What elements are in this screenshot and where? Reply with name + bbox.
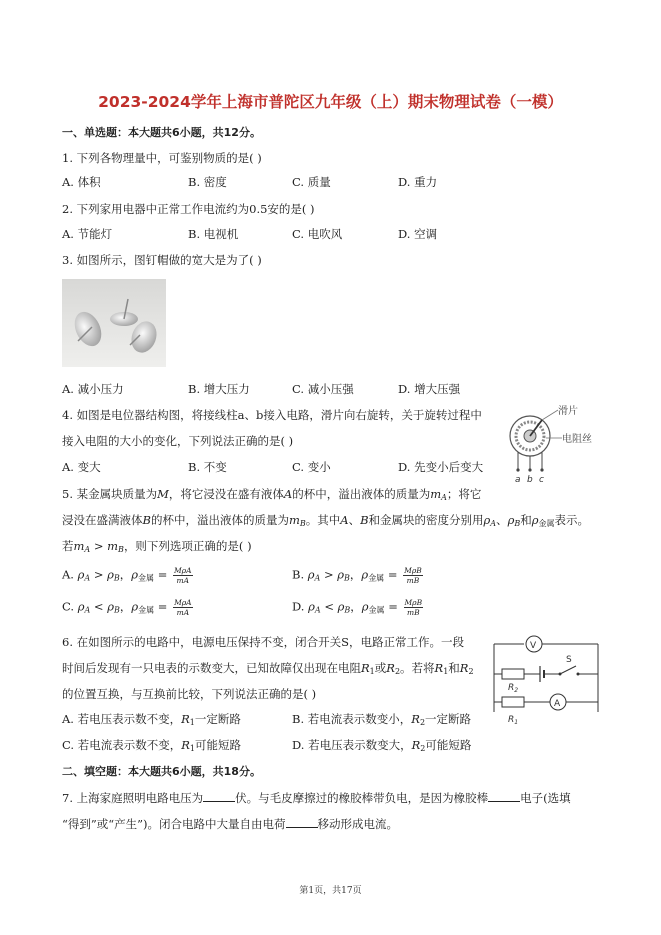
terminal-c-label: c <box>539 475 544 485</box>
q5-option-c: C. $\rho_A < \rho_B$，$\rho_{金属}$ = $\frac{\text{MρA}}{mA}$ <box>62 598 192 617</box>
paper-title: 2023-2024学年上海市普陀区九年级（上）期末物理试卷（一模） <box>98 93 563 111</box>
blank-3[interactable] <box>286 817 318 828</box>
question-7-line-2: “得到”或“产生”)。闭合电路中大量自由电荷 移动形成电流。 <box>62 817 399 831</box>
q6-option-a: A. 若电压表示数不变，$R_1$一定断路 <box>62 712 241 727</box>
r1-label: $R_1$ <box>508 715 519 726</box>
question-7-line-1: 7. 上海家庭照明电路电压为 伏。与毛皮摩擦过的橡胶棒带负电，是因为橡胶棒 电子(选填 <box>62 791 571 805</box>
q6-option-b: B. 若电流表示数变小，$R_2$一定断路 <box>292 712 472 727</box>
question-5-line-3: 若$m_A > m_B$，则下列选项正确的是( ) <box>62 539 252 554</box>
q2-option-c: C. 电吹风 <box>292 227 343 241</box>
question-1-stem: 1. 下列各物理量中，可鉴别物质的是( ) <box>62 151 262 165</box>
q2-option-d: D. 空调 <box>398 227 438 241</box>
r2-label: $R_2$ <box>508 683 519 694</box>
question-4-line-1: 4. 如图是电位器结构图，将接线柱a、b接入电路，滑片向右旋转，关于旋转过程中 <box>62 408 482 422</box>
q5-option-a: A. $\rho_A > \rho_B$，$\rho_{金属}$ = $\frac{\text{MρA}}{mA}$ <box>62 566 192 585</box>
question-3-stem: 3. 如图所示，图钉帽做的宽大是为了( ) <box>62 253 262 267</box>
q2-option-a: A. 节能灯 <box>62 227 113 241</box>
circuit-diagram <box>488 630 608 732</box>
thumbtack-photo <box>62 279 166 367</box>
q5-option-d: D. $\rho_A < \rho_B$，$\rho_{金属}$ = $\frac{\text{MρB}}{mB}$ <box>292 598 423 617</box>
terminal-a-label: a <box>515 475 521 485</box>
q3-option-b: B. 增大压力 <box>188 382 250 396</box>
q1-option-d: D. 重力 <box>398 175 438 189</box>
q6-option-c: C. 若电流表示数不变，$R_1$可能短路 <box>62 738 241 753</box>
q4-option-b: B. 不变 <box>188 460 227 474</box>
q3-option-d: D. 增大压强 <box>398 382 461 396</box>
q1-option-c: C. 质量 <box>292 175 331 189</box>
q3-option-a: A. 减小压力 <box>62 382 124 396</box>
label-resistance-wire: 电阻丝 <box>562 434 592 445</box>
switch-label: S <box>566 655 572 665</box>
question-6-line-2: 时间后发现有一只电表的示数变大，已知故障仅出现在电阻$R_1$或$R_2$。若将$R_1$和$R_2$ <box>62 661 474 676</box>
ammeter-label: A <box>554 699 561 709</box>
q2-option-b: B. 电视机 <box>188 227 239 241</box>
potentiometer-diagram <box>500 400 610 486</box>
q6-option-d: D. 若电压表示数变大，$R_2$可能短路 <box>292 738 472 753</box>
q5-option-b: B. $\rho_A > \rho_B$，$\rho_{金属}$ = $\frac{\text{MρB}}{mB}$ <box>292 566 422 585</box>
q4-option-d: D. 先变小后变大 <box>398 460 484 474</box>
blank-2[interactable] <box>488 791 520 802</box>
section-2-heading: 二、填空题：本大题共6小题，共18分。 <box>62 765 261 778</box>
question-5-line-2: 浸没在盛满液体B的杯中，溢出液体的质量为$m_B$。其中A、B和金属块的密度分别用$\rho_A$、$\rho_B$和$\rho_{金属}$表示。 <box>62 513 589 528</box>
q3-option-c: C. 减小压强 <box>292 382 354 396</box>
question-4-line-2: 接入电阻的大小的变化，下列说法正确的是( ) <box>62 434 294 448</box>
question-2-stem: 2. 下列家用电器中正常工作电流约为0.5安的是( ) <box>62 202 315 216</box>
terminal-b-label: b <box>527 475 533 485</box>
voltmeter-label: V <box>530 641 537 651</box>
q4-option-a: A. 变大 <box>62 460 101 474</box>
label-slider: 滑片 <box>558 406 578 417</box>
q4-option-c: C. 变小 <box>292 460 331 474</box>
page-footer: 第1页，共17页 <box>299 886 362 896</box>
question-5-line-1: 5. 某金属块质量为M，将它浸没在盛有液体A的杯中，溢出液体的质量为$m_A$；将它 <box>62 487 482 502</box>
q1-option-b: B. 密度 <box>188 175 227 189</box>
blank-1[interactable] <box>203 791 235 802</box>
question-6-line-3: 的位置互换，与互换前比较，下列说法正确的是( ) <box>62 687 317 701</box>
section-1-heading: 一、单选题：本大题共6小题，共12分。 <box>62 126 261 139</box>
q1-option-a: A. 体积 <box>62 175 101 189</box>
question-6-line-1: 6. 在如图所示的电路中，电源电压保持不变，闭合开关S，电路正常工作。一段 <box>62 635 465 649</box>
